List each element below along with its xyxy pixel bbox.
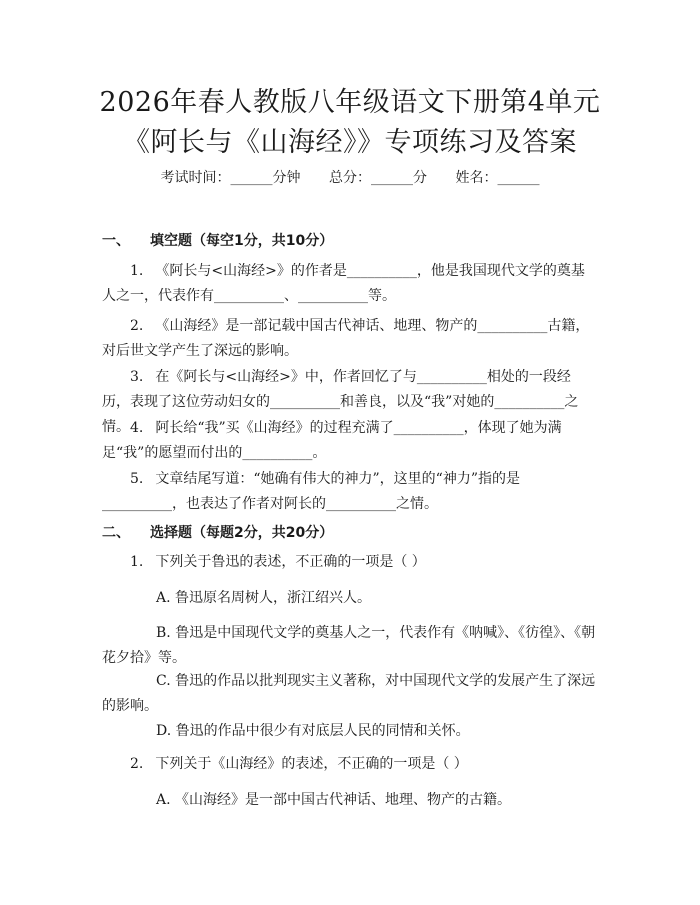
question-number: 3.	[130, 369, 144, 385]
question-text: 在《阿长与<山海经>》中，作者回忆了与__________相处的一段经历，表现了这位劳动妇女的__________和善良，以及“我”对她的__________之情。	[102, 369, 579, 435]
section-heading-multiple-choice	[102, 522, 333, 542]
question-stem	[102, 550, 598, 575]
document-title-line1: 2026年春人教版八年级语文下册第4单元	[99, 87, 601, 118]
question-number: 1.	[130, 554, 144, 570]
question-text: 《山海经》是一部记载中国古代神话、地理、物产的__________古籍，对后世文学产生了深远的影响。	[102, 318, 590, 359]
question-text: 《阿长与<山海经>》的作者是__________，他是我国现代文学的奠基人之一，代表作有__________、__________等。	[102, 263, 585, 304]
option-a: A. 鲁迅原名周树人，浙江绍兴人。	[156, 590, 372, 606]
section-number: 二、	[102, 525, 130, 541]
option-d: D. 鲁迅的作品中很少有对底层人民的同情和关怀。	[156, 723, 470, 739]
question-number: 2.	[130, 318, 144, 334]
question-item	[102, 467, 598, 517]
question-item	[102, 314, 598, 364]
exam-info	[0, 167, 700, 187]
section-heading-fill-blank	[102, 230, 333, 250]
question-text: 下列关于鲁迅的表述，不正确的一项是（ ）	[155, 554, 426, 570]
exam-time: 考试时间：______分钟	[160, 170, 301, 186]
question-text: 阿长给“我”买《山海经》的过程充满了__________，体现了她为满足“我”的愿望而付出的__________。	[102, 420, 562, 461]
question-number: 1.	[130, 263, 144, 279]
option-c: C. 鲁迅的作品以批判现实主义著称，对中国现代文学的发展产生了深远的影响。	[102, 673, 596, 714]
document-title-line2: 《阿长与《山海经》》专项练习及答案	[123, 127, 577, 158]
section-number: 一、	[102, 233, 130, 249]
question-stem	[102, 752, 598, 777]
total-score: 总分：______分	[329, 170, 427, 186]
question-number: 5.	[130, 471, 144, 487]
section-title: 选择题（每题2分，共20分）	[150, 525, 334, 541]
option-b: B. 鲁迅是中国现代文学的奠基人之一，代表作有《呐喊》、《彷徨》、《朝花夕拾》等。	[102, 625, 596, 666]
question-number: 2.	[130, 756, 144, 772]
student-name: 姓名：______	[455, 170, 540, 186]
option-a: A. 《山海经》是一部中国古代神话、地理、物产的古籍。	[156, 792, 512, 808]
question-number: 4.	[130, 420, 144, 436]
section-title: 填空题（每空1分，共10分）	[150, 233, 334, 249]
question-text: 下列关于《山海经》的表述，不正确的一项是（ ）	[155, 756, 468, 772]
question-item	[102, 416, 598, 466]
question-item	[102, 259, 598, 309]
question-text: 文章结尾写道：“她确有伟大的神力”，这里的“神力”指的是__________，也表达了作者对阿长的__________之情。	[102, 471, 520, 512]
